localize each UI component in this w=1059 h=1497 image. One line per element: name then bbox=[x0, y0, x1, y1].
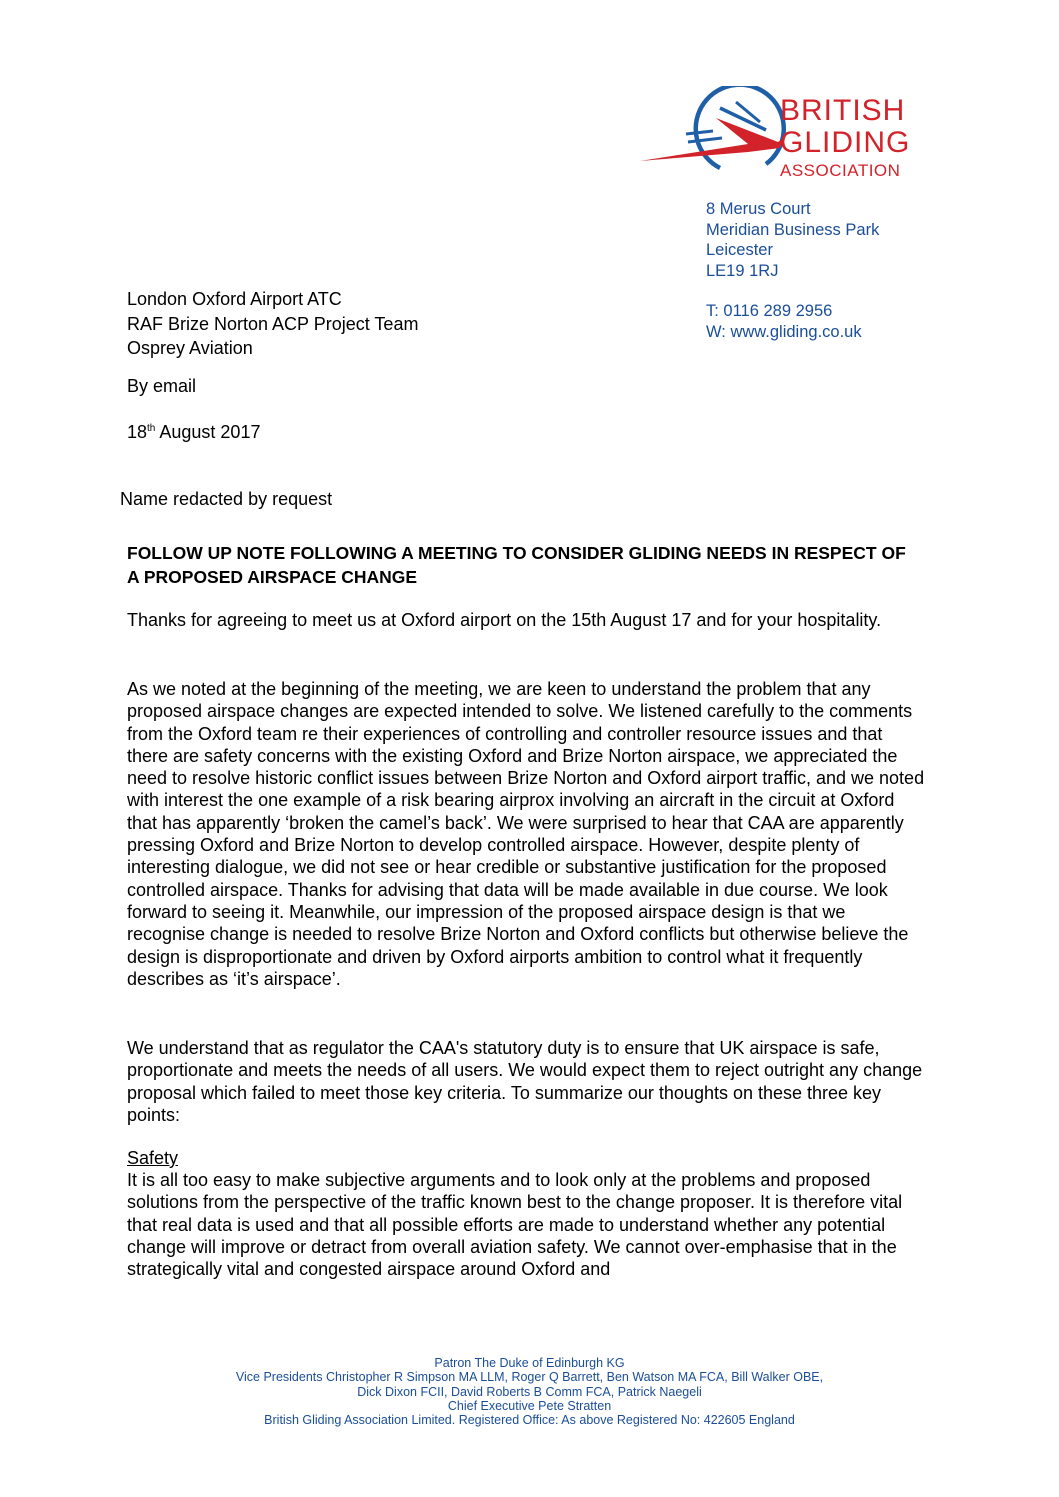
paragraph-thanks: Thanks for agreeing to meet us at Oxford airport on the 15th August 17 and for your hospitality. bbox=[127, 610, 882, 630]
footer-patron: Patron The Duke of Edinburgh KG bbox=[434, 1356, 625, 1370]
sender-address bbox=[706, 199, 879, 342]
address-line: Meridian Business Park bbox=[706, 220, 880, 239]
recipient: Osprey Aviation bbox=[127, 338, 253, 358]
recipient: London Oxford Airport ATC bbox=[127, 289, 342, 309]
recipient-list bbox=[127, 287, 418, 361]
date-rest: August 2017 bbox=[155, 422, 261, 442]
footer-vice-presidents: Vice Presidents Christopher R Simpson MA LLM, Roger Q Barrett, Ben Watson MA FCA, Bill Walker OBE, bbox=[235, 1370, 824, 1385]
address-spacer bbox=[706, 281, 879, 301]
paragraph-meeting-notes: As we noted at the beginning of the meeting, we are keen to understand the problem that any proposed airspace changes are expected intended to solve. We listened carefully to the comments from the Oxford team re their experiences of controlling and controller resource issues and that there are safety concerns with the existing Oxford and Brize Norton airspace, we appreciated the need to resolve historic conflict issues between Brize Norton and Oxford airport traffic, and we noted with interest the one example of a risk bearing airprox involving an aircraft in the circuit at Oxford that has apparently ‘broken the camel’s back’. We were surprised to hear that CAA are apparently pressing Oxford and Brize Norton to develop controlled airspace. However, despite plenty of interesting dialogue, we did not see or hear credible or substantive justification for the proposed controlled airspace. Thanks for advising that data will be made available in due course. We look forward to seeing it. Meanwhile, our impression of the proposed airspace design is that we recognise change is needed to resolve Brize Norton and Oxford conflicts but otherwise believe the design is disproportionate and driven by Oxford airports ambition to control what it frequently describes as ‘it’s airspace’. bbox=[127, 679, 925, 989]
paragraph-safety: It is all too easy to make subjective arguments and to look only at the problems and proposed solutions from the perspective of the traffic known best to the change proposer. It is therefore vital that real data is used and that all possible efforts are made to understand whether any potential change will improve or detract from overall aviation safety. We cannot over-emphasise that in the strategically vital and congested airspace around Oxford and bbox=[127, 1170, 903, 1280]
delivery-method: By email bbox=[127, 376, 197, 396]
footer-registration: British Gliding Association Limited. Registered Office: As above Registered No: 422605 England bbox=[264, 1413, 795, 1428]
website-link[interactable]: W: www.gliding.co.uk bbox=[706, 322, 862, 341]
letter-title: FOLLOW UP NOTE FOLLOWING A MEETING TO CONSIDER GLIDING NEEDS IN RESPECT OF A PROPOSED AIRSPACE CHANGE bbox=[127, 543, 906, 587]
footer-vice-presidents-cont: Dick Dixon FCII, David Roberts B Comm FCA, Patrick Naegeli bbox=[357, 1384, 702, 1399]
section-heading-safety: Safety bbox=[127, 1148, 179, 1168]
phone-number: T: 0116 289 2956 bbox=[706, 302, 833, 320]
logo-wordmark bbox=[780, 96, 910, 179]
logo-line-gliding: GLIDING bbox=[780, 126, 911, 159]
salutation: Name redacted by request bbox=[120, 489, 333, 509]
recipient: RAF Brize Norton ACP Project Team bbox=[127, 313, 419, 334]
footer-chief-executive: Chief Executive Pete Stratten bbox=[447, 1398, 612, 1413]
address-line: 8 Merus Court bbox=[706, 200, 811, 218]
letter-date bbox=[127, 422, 260, 443]
letter-footer bbox=[0, 1356, 1059, 1427]
date-day: 18 bbox=[127, 422, 148, 442]
address-line: LE19 1RJ bbox=[706, 261, 779, 280]
date-suffix: th bbox=[147, 423, 156, 434]
address-line: Leicester bbox=[706, 241, 773, 259]
logo-line-british: BRITISH bbox=[780, 94, 906, 127]
logo-line-association: ASSOCIATION bbox=[780, 161, 901, 180]
paragraph-caa-duty: We understand that as regulator the CAA's statutory duty is to ensure that UK airspace is safe, proportionate and meets the needs of all users. We would expect them to reject outright any change proposal which failed to meet those key criteria. To summarize our thoughts on these three key points: bbox=[127, 1038, 923, 1125]
